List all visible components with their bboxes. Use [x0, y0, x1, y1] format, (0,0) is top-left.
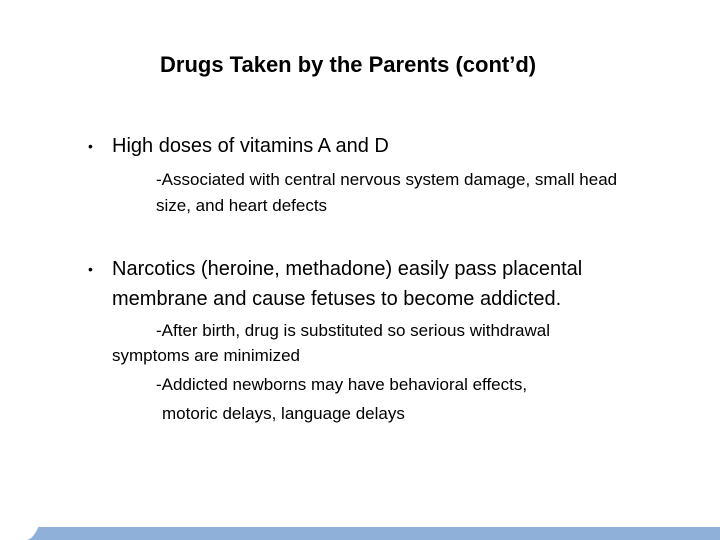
bullet-icon: • [88, 138, 93, 154]
sub-point-line: -After birth, drug is substituted so serious withdrawal [156, 321, 551, 340]
slide-title: Drugs Taken by the Parents (cont’d) [160, 52, 537, 77]
bullet-text: High doses of vitamins A and D [112, 135, 389, 157]
decorative-bottom-band [0, 526, 720, 540]
decorative-curve [0, 0, 62, 540]
sub-point-line: -Addicted newborns may have behavioral effects, [156, 375, 528, 394]
bullet-text-line: membrane and cause fetuses to become addicted. [112, 288, 562, 310]
bullet-text [112, 254, 582, 314]
bullet-icon: • [88, 261, 93, 277]
sub-point-line: motoric delays, language delays [162, 404, 405, 423]
bullet-item-narcotics [88, 254, 698, 314]
bullet-text-line: Narcotics (heroine, methadone) easily pass placental [112, 258, 583, 280]
bullet-item-vitamins [88, 131, 688, 161]
sub-point-line: -Associated with central nervous system damage, small head [156, 170, 618, 189]
sub-point-line: size, and heart defects [156, 196, 328, 215]
sub-point-line: symptoms are minimized [112, 346, 300, 365]
